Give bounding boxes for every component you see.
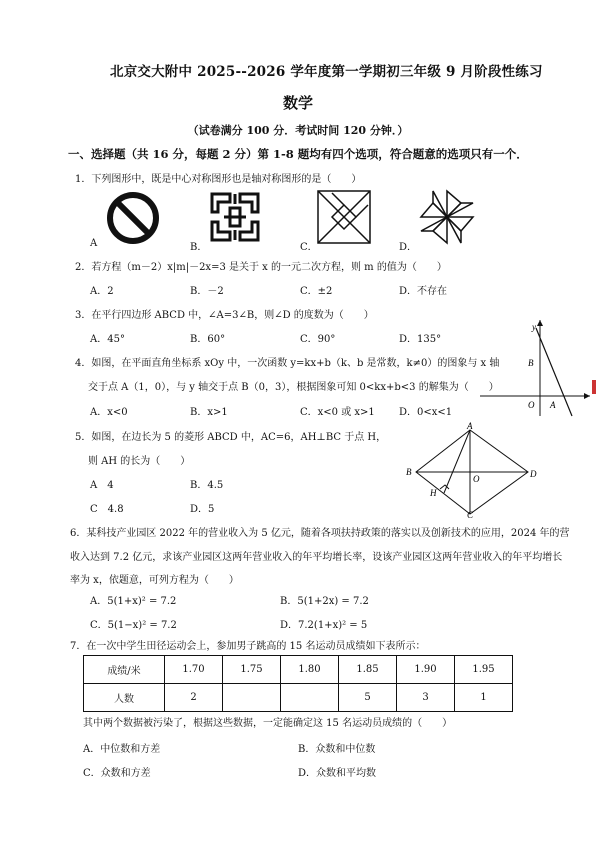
q4-option-d[interactable]: D．0<x<1	[399, 407, 453, 418]
table-cell: 1.95	[455, 656, 513, 684]
q5-label-a: A	[467, 422, 473, 431]
exam-note: （试卷满分 100 分．考试时间 120 分钟．）	[187, 124, 409, 137]
q1-option-a[interactable]: A	[90, 238, 98, 249]
table-cell: 人数	[84, 684, 165, 712]
q6-stem-line3: 率为 x，依题意，可列方程为（ ）	[70, 575, 239, 586]
q7-after-text: 其中两个数据被污染了，根据这些数据，一定能确定这 15 名运动员成绩的（ ）	[83, 718, 453, 729]
table-cell: 1	[455, 684, 513, 712]
q5-option-c[interactable]: C 4.8	[90, 504, 124, 515]
q7-stem: 7．在一次中学生田径运动会上，参加男子跳高的 15 名运动员成绩如下表所示：	[70, 641, 426, 652]
q5-stem-line2: 则 AH 的长为（ ）	[88, 456, 191, 467]
q1-figure-a	[105, 190, 161, 246]
q1-figure-b	[208, 190, 262, 244]
section-heading: 一、选择题（共 16 分，每题 2 分）第 1-8 题均有四个选项，符合题意的选项只有一个．	[68, 147, 528, 161]
q7-option-a[interactable]: A．中位数和方差	[83, 744, 161, 755]
q5-stem-line1: 5．如图，在边长为 5 的菱形 ABCD 中，AC=6，AH⊥BC 于点 H，	[75, 432, 387, 443]
q4-label-a: A	[550, 400, 556, 410]
q7-option-c[interactable]: C．众数和方差	[83, 768, 151, 779]
table-row	[84, 684, 513, 712]
table-cell: 5	[339, 684, 397, 712]
table-row	[84, 656, 513, 684]
q1-figure-c	[315, 188, 373, 246]
q1-option-c[interactable]: C．	[300, 242, 318, 253]
q5-label-o: O	[473, 474, 480, 484]
q5-label-b: B	[406, 467, 412, 477]
table-cell	[223, 684, 281, 712]
q1-figure-d	[418, 188, 476, 246]
q1-option-d[interactable]: D．	[399, 242, 418, 253]
q1-option-b[interactable]: B．	[190, 242, 208, 253]
q4-label-o: O	[528, 400, 535, 410]
table-cell: 3	[397, 684, 455, 712]
q4-graph	[476, 318, 592, 418]
table-cell: 1.75	[223, 656, 281, 684]
q6-stem-line2: 收入达到 7.2 亿元，求该产业园区这两年营业收入的年平均增长率，设该产业园区这两年营业收入的年平均增长	[70, 552, 563, 563]
q1-stem: 1．下列图形中，既是中心对称图形也是轴对称图形的是（ ）	[75, 174, 362, 185]
q4-label-b: B	[528, 358, 534, 368]
q5-rhombus	[400, 422, 550, 518]
q3-option-a[interactable]: A．45°	[90, 334, 125, 345]
table-cell: 1.70	[165, 656, 223, 684]
q3-option-d[interactable]: D．135°	[399, 334, 442, 345]
q4-option-c[interactable]: C．x<0 或 x>1	[300, 407, 375, 418]
q2-option-d[interactable]: D．不存在	[399, 286, 448, 297]
q5-option-b[interactable]: B．4.5	[190, 480, 224, 491]
q7-score-table	[83, 655, 513, 712]
q5-label-d: D	[530, 469, 537, 479]
q4-option-a[interactable]: A．x<0	[90, 407, 128, 418]
q4-stem-line1: 4．如图，在平面直角坐标系 xOy 中，一次函数 y=kx+b（k、b 是常数，k≠0）的图象与 x 轴	[75, 358, 500, 369]
q4-label-y: y	[532, 322, 536, 332]
q3-option-c[interactable]: C．90°	[300, 334, 336, 345]
table-cell	[281, 684, 339, 712]
q6-option-b[interactable]: B．5(1+2x) = 7.2	[280, 596, 369, 607]
table-cell: 2	[165, 684, 223, 712]
q6-option-a[interactable]: A．5(1+x)² = 7.2	[90, 596, 177, 607]
q7-option-d[interactable]: D．众数和平均数	[298, 768, 377, 779]
q2-stem: 2．若方程（m－2）x|m|－2x=3 是关于 x 的一元二次方程，则 m 的值为（ ）	[75, 262, 447, 273]
q5-label-h: H	[430, 488, 437, 498]
q6-option-d[interactable]: D．7.2(1+x)² = 5	[280, 620, 368, 631]
q5-option-d[interactable]: D．5	[190, 504, 215, 515]
q3-stem: 3．在平行四边形 ABCD 中，∠A=3∠B，则∠D 的度数为（ ）	[75, 310, 374, 321]
q5-option-a[interactable]: A 4	[90, 480, 114, 491]
q2-option-c[interactable]: C．±2	[300, 286, 333, 297]
q2-option-b[interactable]: B．－2	[190, 286, 224, 297]
q3-option-b[interactable]: B．60°	[190, 334, 226, 345]
q6-option-c[interactable]: C．5(1−x)² = 7.2	[90, 620, 177, 631]
exam-title: 北京交大附中 2025--2026 学年度第一学期初三年级 9 月阶段性练习	[110, 64, 543, 80]
q5-label-c: C	[467, 510, 474, 518]
page-edge-mark	[592, 380, 596, 394]
q2-option-a[interactable]: A．2	[90, 286, 114, 297]
table-cell: 1.80	[281, 656, 339, 684]
q6-stem-line1: 6．某科技产业园区 2022 年的营业收入为 5 亿元，随着各项扶持政策的落实以及创新技术的应用，2024 年的营	[70, 528, 570, 539]
exam-subject: 数学	[282, 94, 313, 112]
table-cell: 1.85	[339, 656, 397, 684]
q4-option-b[interactable]: B．x>1	[190, 407, 228, 418]
table-cell: 1.90	[397, 656, 455, 684]
q7-option-b[interactable]: B．众数和中位数	[298, 744, 376, 755]
table-cell: 成绩/米	[84, 656, 165, 684]
q4-stem-line2: 交于点 A（1，0），与 y 轴交于点 B（0，3），根据图象可知 0<kx+b<3 的解集为（ ）	[88, 382, 499, 393]
